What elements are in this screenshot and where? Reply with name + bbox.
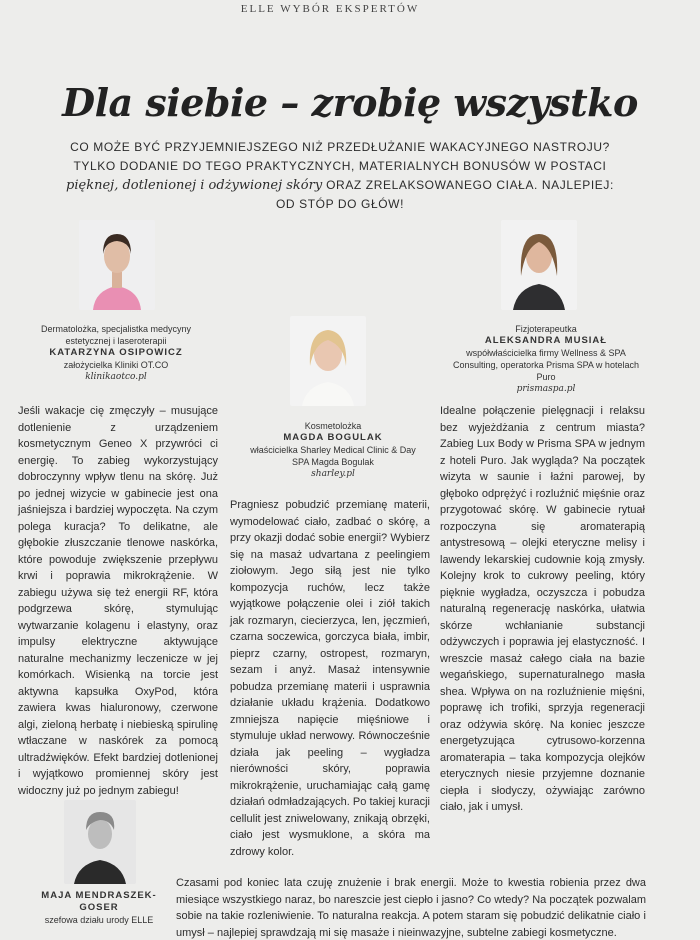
expert-website: sharley.pl (311, 469, 355, 479)
expert-detail: szefowa działu urody ELLE (44, 915, 154, 925)
expert-photo-musial (501, 220, 577, 310)
portrait-photo (290, 316, 366, 406)
expert-photo-mendraszek (64, 800, 136, 884)
expert-photo-osipowicz (79, 220, 155, 310)
expert-website: prismaspa.pl (516, 384, 576, 394)
editor-note: Czasami pod koniec lata czuję znużenie i brak energii. Może to kwestia robienia przez dwa miesiące wszystkiego naraz, bo nareszcie jest ciepło i jasno? Co wtedy? Na początek pozwalam sobie na takie rozleniwienie. To naturalna reakcja. A potem staram się pobudzić delikatnie ciało i umysł – najlepiej sprawdzają mi się masaże i nieinwazyjne, subtelne zabiegi kosmetyczne. (176, 877, 646, 939)
article-title: Dla siebie – zrobię wszystko (62, 80, 638, 125)
expert-name: KATARZYNA OSIPOWICZ (49, 347, 183, 358)
expert-caption-osipowicz (28, 323, 204, 383)
expert-caption-bogulak (248, 420, 418, 480)
section-label: ELLE WYBÓR EKSPERTÓW (240, 3, 420, 15)
column-middle: Pragniesz pobudzić przemianę materii, wymodelować ciało, zadbać o skórę, a przy okazji dodać sobie energii? Wybierz się na masaż udvartana z peelingiem ziołowym. Jego siłą jest nie tylko kompozycja ruchów, lecz także wyjątkowe połączenie olei i ziół takich jak rozmaryn, ciecierzyca, len, jęczmień, czarna soczewica, gorczyca biała, imbir, pieprz czarny, ostropest, rozmaryn, sezam i anyż. Masaż intensywnie pobudza przemianę materii i usprawnia działanie układu krążenia. Dodatkowo zmniejsza napięcie mięśniowe i stymuluje układ nerwowy. Równocześnie działa jak peeling – wygładza nierówności skóry, poprawia mikrokrążenie, uruchamiając całą gamę działań odmładzających. Po takiej kuracji cellulit jest zniwelowany, znikają obrzęki, ciało jest wysmuklone, a skóra ma zdrowy kolor. (230, 499, 430, 858)
expert-detail: założycielka Kliniki OT.CO (63, 360, 169, 370)
expert-role: Dermatolożka, specjalistka medycyny estetycznej i laseroterapii (40, 324, 192, 346)
portrait-photo (64, 800, 136, 884)
expert-website: klinikaotco.pl (85, 372, 147, 382)
expert-detail: właścicielka Sharley Medical Clinic & Day SPA Magda Bogulak (250, 445, 416, 467)
portrait-photo (79, 220, 155, 310)
expert-role: Kosmetolożka (304, 421, 362, 431)
expert-name: MAJA MENDRASZEK-GOSER (41, 890, 157, 913)
portrait-photo (501, 220, 577, 310)
expert-caption-mendraszek (26, 890, 172, 926)
column-left: Jeśli wakacje cię zmęczyły – musujące dotlenienie z urządzeniem kosmetycznym Geneo X przywróci ci energię. To zabieg wykorzystujący dobroczynny wpływ tlenu na skórę. Już po jednej wizycie w gabinecie jest ona jaśniejsza i bardziej wypoczęta. Na czym polega kuracja? To delikatne, ale głębokie złuszczanie tlenowe naskórka, które powoduje zwiększenie przepływu krwi i poprawia mikrokrążenie. W zabiegu używa się też energii RF, która podgrzewa skórę, stymulując wytwarzanie kolagenu i elastyny, oraz impulsy elektryczne aktywujące naturalne mechanizmy leczenicze w jej komórkach. Wisienką na torcie jest aktywna kapsułka OxyPod, która zawiera kwas hialuronowy, czerwone algi, zieloną herbatę i niebieską spirulinę wtłaczane w naskórek za pomocą ultradźwięków. Efekt bardziej dotlenionej i wyjątkowo promiennej skóry jest widoczny już po jednym zabiegu! (18, 405, 218, 797)
lead-part-1: CO MOŻE BYĆ PRZYJEMNIEJSZEGO NIŻ PRZEDŁUŻANIE WAKACYJNEGO NASTROJU? TYLKO DODANIE DO TEGO PRAKTYCZNYCH, MATERIALNYCH BONUSÓW W POSTACI (70, 140, 610, 173)
lead-part-2: ORAZ ZRELAKSOWANEGO CIAŁA. NAJLEPIEJ: OD STÓP DO GŁÓW! (275, 178, 614, 211)
expert-role: Fizjoterapeutka (515, 324, 577, 334)
expert-detail: współwłaścicielka firmy Wellness & SPA Consulting, operatorka Prisma SPA w hotelach Puro (453, 348, 639, 382)
expert-name: MAGDA BOGULAK (283, 432, 383, 443)
expert-name: ALEKSANDRA MUSIAŁ (484, 335, 608, 346)
expert-caption-musial (450, 323, 642, 395)
article-lead (60, 138, 620, 214)
column-right: Idealne połączenie pielęgnacji i relaksu bez wyjeżdżania z centrum miasta? Zabieg Lux Body w Prisma SPA w jednym z hoteli Puro. Jak wygląda? Na początek wizyta w saunie i łaźni parowej, by głęboko odprężyć i rozluźnić mięśnie oraz przygotować skórę. W gabinecie rytuał rozpoczyna się aromaterapią antystresową – olejki eteryczne melisy i lawendy lekarskiej cudownie koją zmysły. Kolejny krok to cukrowy peeling, który pięknie wygładza, oczyszcza i pobudza naturalną regenerację naskórka, ułatwia skórze wchłanianie substancji odżywczych i poprawia jej elastyczność. I wreszcie masaż całego ciała na bazie wegańskiego, supernaturalnego masła shea. Wpływa on na rozluźnienie mięśni, poprawę ich trofiki, sprzyja regeneracji oraz odżywia skórę. Na koniec jeszcze energetyzująca cytrusowo-korzenna aromaterapia – taka kompozycja olejków eterycznych niesie przyjemne doznanie ciepła i słodyczy, ożywiając zarówno ciało, jak i umysł. (440, 405, 645, 813)
lead-italic: pięknej, dotlenionej i odżywionej skóry (66, 178, 323, 193)
expert-photo-bogulak (290, 316, 366, 406)
